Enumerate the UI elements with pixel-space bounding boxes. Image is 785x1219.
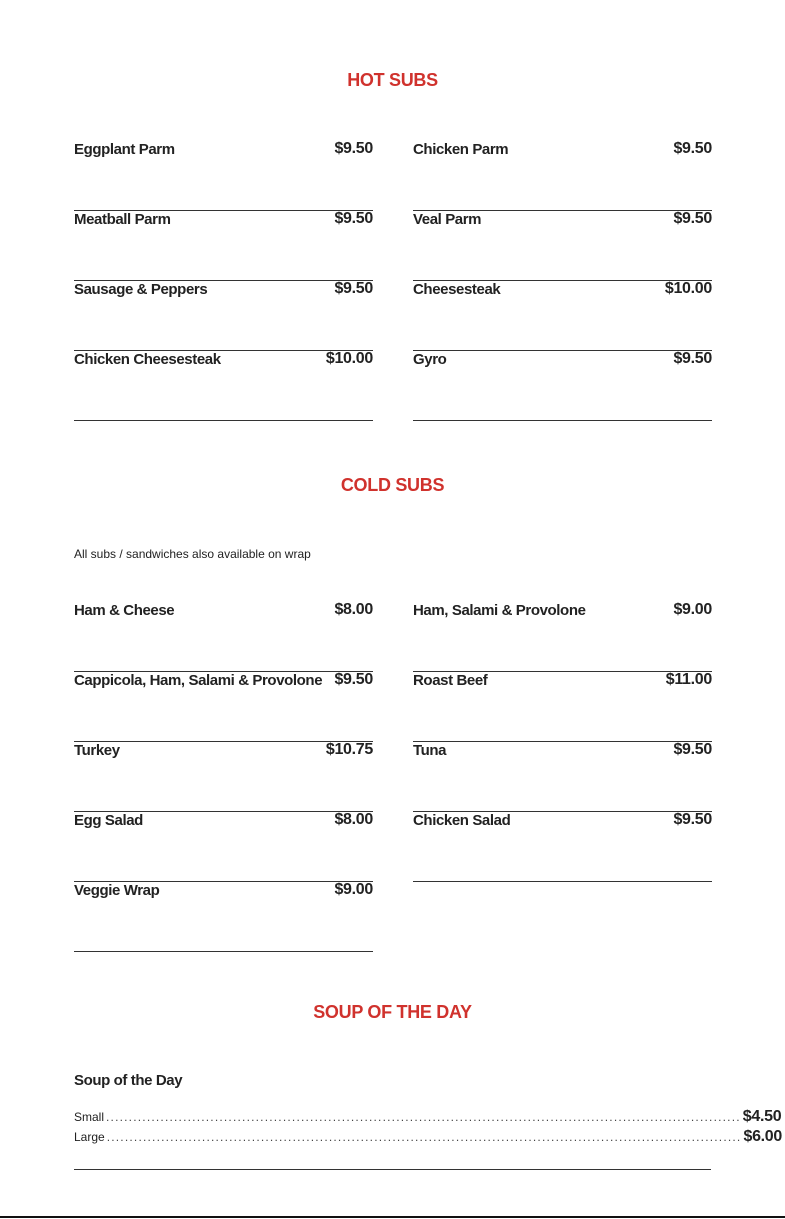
soup-size-row	[74, 1108, 782, 1128]
dot-leader: ............................................................................................................................................	[106, 1130, 742, 1144]
item-name: Tuna	[413, 742, 447, 759]
menu-item	[413, 672, 712, 742]
item-price: $10.00	[664, 280, 712, 297]
wrap-note: All subs / sandwiches also available on wrap	[74, 547, 311, 561]
page-bottom-border	[0, 1216, 785, 1218]
item-name: Cheesesteak	[413, 281, 501, 298]
item-price: $9.50	[673, 210, 712, 227]
item-name: Roast Beef	[413, 672, 488, 689]
size-label: Large	[74, 1130, 105, 1144]
menu-item	[413, 602, 712, 672]
item-price: $10.75	[325, 741, 373, 758]
hot-subs-title: HOT SUBS	[347, 70, 438, 90]
item-price: $8.00	[334, 811, 373, 828]
menu-item	[413, 211, 712, 281]
menu-item	[413, 281, 712, 351]
item-price: $9.50	[334, 280, 373, 297]
item-name: Gyro	[413, 351, 447, 368]
item-name: Chicken Cheesesteak	[74, 351, 221, 368]
item-price: $9.00	[673, 601, 712, 618]
menu-item	[74, 672, 373, 742]
item-price: $9.50	[334, 210, 373, 227]
item-name: Eggplant Parm	[74, 141, 175, 158]
dot-leader: ............................................................................................................................................	[106, 1110, 741, 1124]
menu-item	[74, 602, 373, 672]
menu-item	[74, 281, 373, 351]
item-name: Cappicola, Ham, Salami & Provolone	[74, 672, 323, 689]
menu-item	[74, 882, 373, 952]
item-name: Sausage & Peppers	[74, 281, 208, 298]
item-name: Meatball Parm	[74, 211, 171, 228]
item-name: Ham, Salami & Provolone	[413, 602, 586, 619]
item-name: Chicken Parm	[413, 141, 509, 158]
soup-title: SOUP OF THE DAY	[313, 1002, 472, 1022]
soup-divider	[74, 1169, 711, 1170]
menu-item	[413, 351, 712, 421]
menu-item	[74, 211, 373, 281]
item-name: Chicken Salad	[413, 812, 511, 829]
menu-item	[413, 141, 712, 211]
item-price: $9.00	[334, 881, 373, 898]
menu-item	[413, 812, 712, 882]
item-name: Veal Parm	[413, 211, 482, 228]
menu-item	[74, 141, 373, 211]
menu-item	[413, 742, 712, 812]
item-price: $9.50	[673, 741, 712, 758]
item-price: $11.00	[665, 671, 712, 688]
soup-size-row	[74, 1128, 783, 1148]
menu-item	[74, 742, 373, 812]
item-price: $8.00	[334, 601, 373, 618]
menu-item	[74, 351, 373, 421]
menu-item	[74, 812, 373, 882]
item-price: $9.50	[673, 350, 712, 367]
item-name: Egg Salad	[74, 812, 143, 829]
item-name: Ham & Cheese	[74, 602, 175, 619]
cold-subs-title: COLD SUBS	[340, 475, 445, 495]
size-price: $4.50	[742, 1108, 782, 1125]
item-price: $9.50	[334, 671, 373, 688]
item-name: Turkey	[74, 742, 120, 759]
item-price: $9.50	[673, 811, 712, 828]
size-price: $6.00	[743, 1128, 783, 1145]
soup-item	[74, 1072, 783, 1148]
soup-name: Soup of the Day	[74, 1072, 183, 1089]
item-name: Veggie Wrap	[74, 882, 160, 899]
item-price: $10.00	[325, 350, 373, 367]
item-price: $9.50	[673, 140, 712, 157]
size-label: Small	[74, 1110, 105, 1124]
item-price: $9.50	[334, 140, 373, 157]
